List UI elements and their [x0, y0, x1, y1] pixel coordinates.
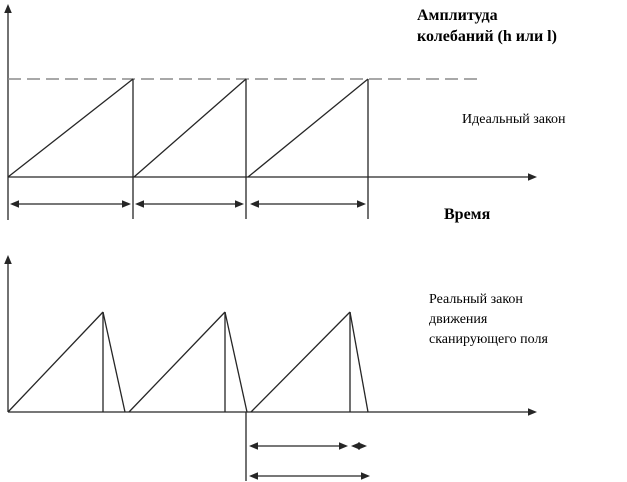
period-arrow-3-left-arrowhead — [250, 200, 259, 208]
amplitude-axis-label — [417, 5, 557, 47]
full-period-interval-arrow-right-arrowhead — [361, 472, 370, 480]
ideal-y-axis-arrowhead — [4, 4, 12, 13]
period-arrow-3-right-arrowhead — [357, 200, 366, 208]
ideal-law-label: Идеальный закон — [462, 112, 566, 127]
period-arrow-1-right-arrowhead — [122, 200, 131, 208]
ideal-x-axis-arrowhead — [528, 173, 537, 181]
period-arrow-2-left-arrowhead — [135, 200, 144, 208]
forward-scan-interval-arrow-left-arrowhead — [249, 442, 258, 450]
real-law-label-line2: движения — [429, 312, 488, 327]
sawtooth-rise-1 — [8, 79, 133, 177]
amplitude-axis-label-line2: колебаний (h или l) — [417, 28, 557, 45]
period-arrow-1-left-arrowhead — [10, 200, 19, 208]
sawtooth-rise-2 — [134, 79, 246, 177]
real-law-label-line3: сканирующего поля — [429, 332, 548, 347]
sawtooth-fall-1 — [103, 312, 125, 412]
real-y-axis-arrowhead — [4, 255, 12, 264]
time-axis-label: Время — [444, 206, 491, 223]
sawtooth-rise-3 — [248, 79, 368, 177]
amplitude-axis-label-line1: Амплитуда — [417, 7, 498, 24]
period-arrow-2-right-arrowhead — [235, 200, 244, 208]
full-period-interval-arrow-left-arrowhead — [249, 472, 258, 480]
real-law-label-line1: Реальный закон — [429, 292, 523, 307]
real-x-axis-arrowhead — [528, 408, 537, 416]
sawtooth-rise-2 — [129, 312, 225, 412]
real-law-chart — [4, 255, 537, 481]
sawtooth-fall-3 — [350, 312, 368, 412]
retrace-interval-arrow-right-arrowhead — [358, 442, 367, 450]
sawtooth-fall-2 — [225, 312, 247, 412]
sawtooth-rise-3 — [251, 312, 350, 412]
real-law-label — [429, 290, 548, 350]
forward-scan-interval-arrow-right-arrowhead — [339, 442, 348, 450]
sawtooth-rise-1 — [8, 312, 103, 412]
